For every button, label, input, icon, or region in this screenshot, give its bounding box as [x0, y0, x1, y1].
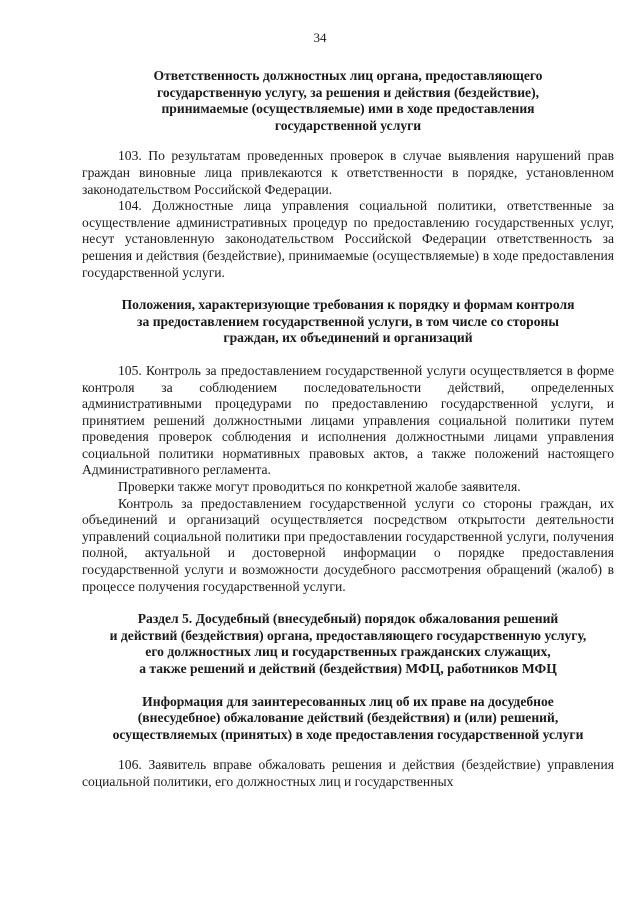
paragraph-105: 105. Контроль за предоставлением государственной услуги осуществляется в форме контроля за соблюдением последовательности действий, определенных административными процедурами по предоставлению государственной услуги, и принятием решений должностными лицами управления социальной политики путем проведения проверок соблюдения и исполнения должностными лицами управления социальной политики нормативных правовых актов, а также положений настоящего Административного регламента.: [82, 362, 614, 478]
section-heading-control: [82, 297, 614, 347]
paragraph-public-control: Контроль за предоставлением государственной услуги со стороны граждан, их объединений и организаций осуществляется посредством открытости деятельности управлений социальной политики при предоставлении государственной услуги, получения полной, актуальной и достоверной информации о порядке предоставления государственной услуги и возможности досудебного рассмотрения обращений (жалоб) в процессе получения государственной услуги.: [82, 495, 614, 594]
heading-line: Ответственность должностных лиц органа, предоставляющего: [153, 68, 543, 83]
section-heading-part-5: [82, 611, 614, 677]
heading-line: (внесудебное) обжалование действий (бездействия) и (или) решений,: [137, 710, 559, 726]
page-number: 34: [313, 30, 327, 45]
paragraph-inspections: Проверки также могут проводиться по конкретной жалобе заявителя.: [118, 479, 521, 495]
heading-line: осуществляемых (принятых) в ходе предоставления государственной услуги: [112, 726, 584, 742]
heading-line: принимаемые (осуществляемые) ими в ходе предоставления: [161, 101, 535, 117]
heading-line: государственную услугу, за решения и действия (бездействие),: [156, 84, 539, 100]
section-heading-appeal-info: [82, 694, 614, 744]
page-content: [82, 68, 614, 791]
heading-line: его должностных лиц и государственных гражданских служащих,: [145, 644, 551, 660]
section-heading-responsibility: [82, 68, 614, 134]
heading-line: и действий (бездействия) органа, предоставляющего государственную услугу,: [109, 627, 587, 643]
paragraph-103: 103. По результатам проведенных проверок в случае выявления нарушений прав граждан виновные лица привлекаются к ответственности в порядке, установленном законодательством Российской Федерации.: [82, 148, 614, 197]
paragraph-104: 104. Должностные лица управления социальной политики, ответственные за осуществление административных процедур по предоставлению государственных услуг, несут установленную законодательством Российской Федерации ответственность за решения и действия (бездействие), принимаемые (осуществляемые) в ходе предоставления государственной услуги.: [82, 198, 614, 280]
heading-line: а также решений и действий (бездействия) МФЦ, работников МФЦ: [139, 661, 557, 676]
heading-line: государственной услуги: [274, 117, 422, 133]
heading-line: Информация для заинтересованных лиц об их праве на досудебное: [142, 693, 554, 709]
paragraph-106: 106. Заявитель вправе обжаловать решения и действия (бездействие) управления социальной политики, его должностных лиц и государственных: [82, 757, 614, 789]
heading-line: за предоставлением государственной услуги, в том числе со стороны: [137, 313, 559, 329]
heading-line: Раздел 5. Досудебный (внесудебный) порядок обжалования решений: [137, 611, 559, 627]
heading-line: Положения, характеризующие требования к порядку и формам контроля: [121, 297, 575, 313]
heading-line: граждан, их объединений и организаций: [223, 330, 473, 346]
